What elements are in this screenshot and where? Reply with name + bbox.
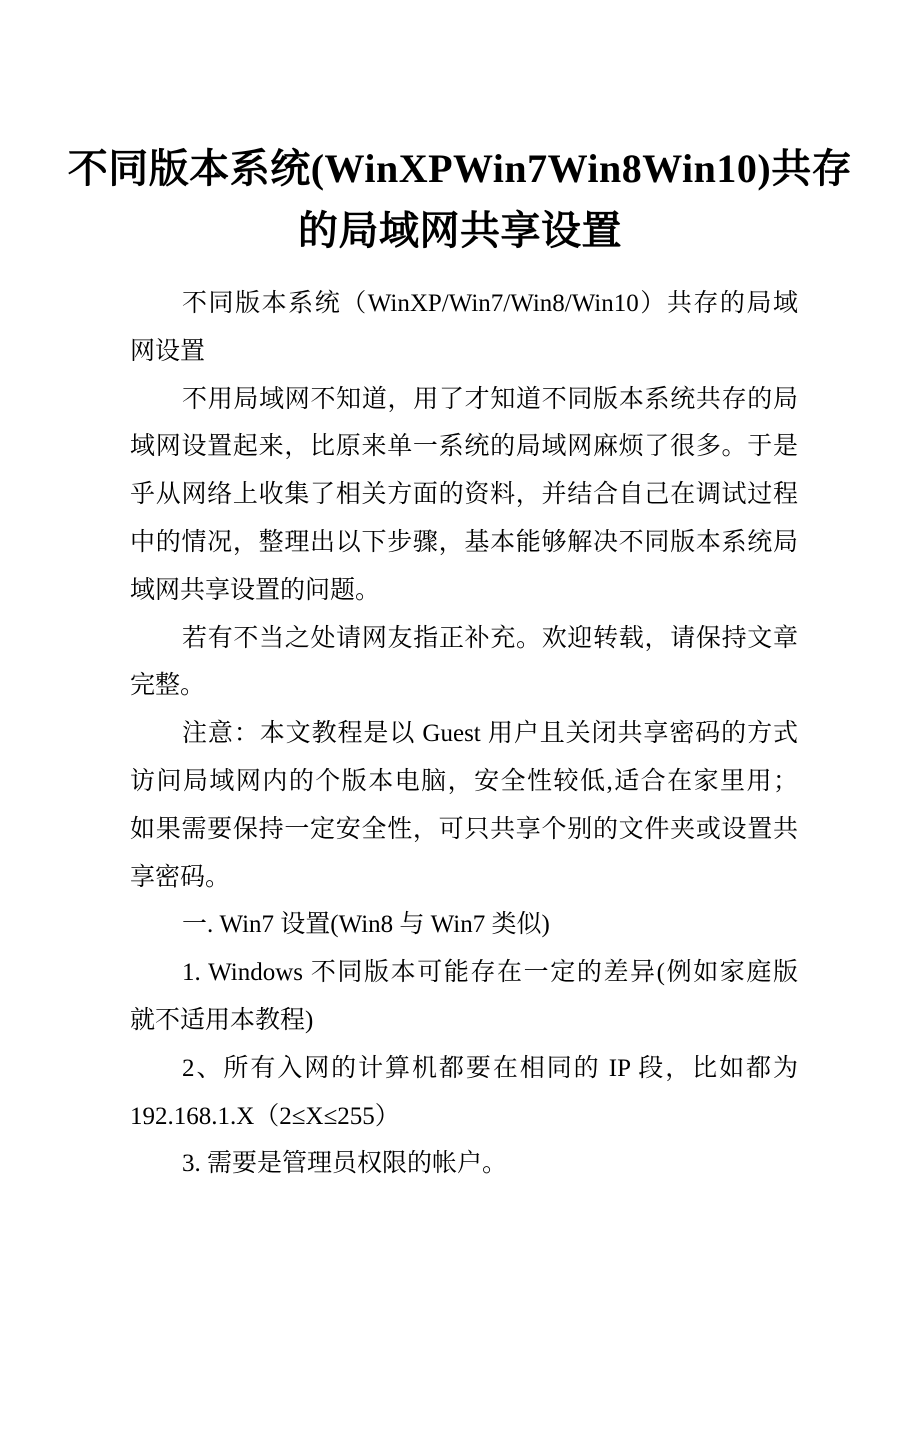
title-line: 不同版本系统(WinXPWin7Win8Win10)共存	[67, 146, 853, 191]
paragraph-line: 192.168.1.X（2≤X≤255）	[130, 1102, 400, 1130]
paragraph-line: 一. Win7 设置(Win8 与 Win7 类似)	[182, 911, 550, 939]
paragraph-line: 注意：本文教程是以 Guest 用户且关闭共享密码的方式	[182, 720, 798, 748]
paragraph-line: 如果需要保持一定安全性，可只共享个别的文件夹或设置共	[130, 815, 798, 843]
paragraph-line: 乎从网络上收集了相关方面的资料，并结合自己在调试过程	[130, 481, 798, 509]
paragraph-line: 中的情况，整理出以下步骤，基本能够解决不同版本系统局	[130, 528, 798, 556]
paragraph-line: 不同版本系统（WinXP/Win7/Win8/Win10）共存的局域	[182, 290, 798, 317]
paragraph-line: 就不适用本教程)	[130, 1006, 314, 1034]
paragraph-line: 访问局域网内的个版本电脑，安全性较低,适合在家里用；	[130, 767, 798, 795]
paragraph-line: 不用局域网不知道，用了才知道不同版本系统共存的局	[182, 385, 798, 413]
paragraph-line: 享密码。	[130, 863, 231, 891]
paragraph-line: 域网共享设置的问题。	[130, 576, 381, 604]
paragraph-line: 网设置	[130, 337, 206, 365]
paragraph-line: 1. Windows 不同版本可能存在一定的差异(例如家庭版	[182, 959, 798, 987]
document-title	[0, 138, 920, 262]
title-line: 的局域网共享设置	[298, 208, 622, 253]
paragraph-line: 域网设置起来，比原来单一系统的局域网麻烦了很多。于是	[130, 433, 798, 461]
paragraph-line: 2、所有入网的计算机都要在相同的 IP 段，比如都为	[182, 1054, 798, 1082]
document-page	[0, 138, 920, 1440]
paragraph-line: 若有不当之处请网友指正补充。欢迎转载，请保持文章	[182, 624, 798, 652]
paragraph-line: 完整。	[130, 672, 206, 700]
document-body	[130, 280, 798, 1188]
paragraph-line: 3. 需要是管理员权限的帐户。	[182, 1150, 508, 1178]
